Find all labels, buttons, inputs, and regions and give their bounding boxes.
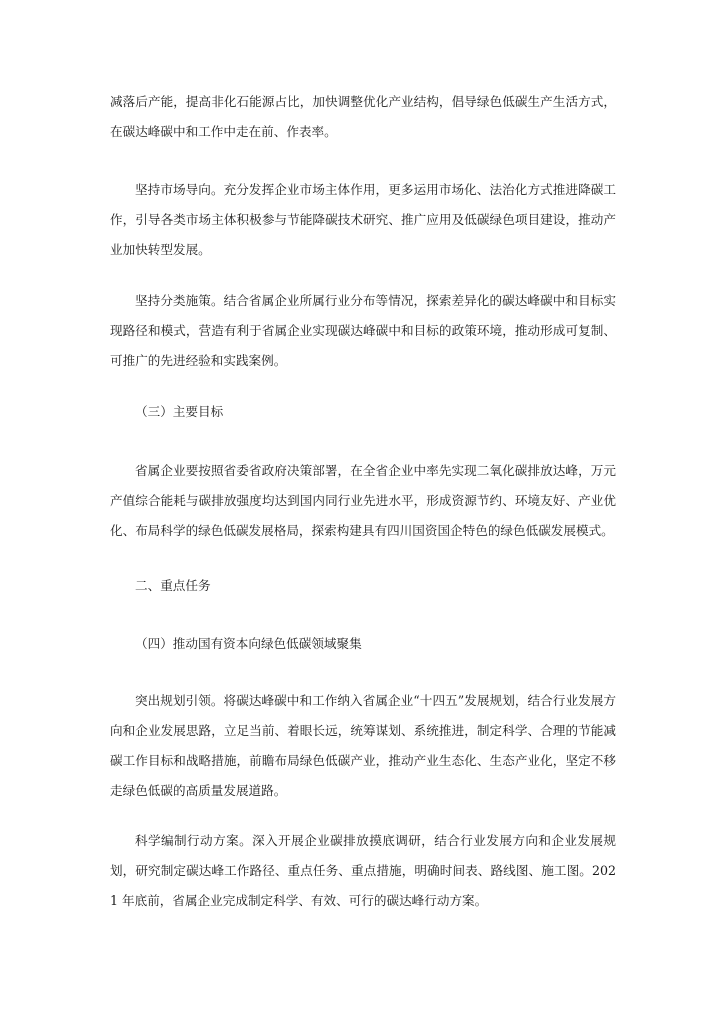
paragraph-main-goals: 省属企业要按照省委省政府决策部署，在全省企业中率先实现二氧化碳排放达峰，万元产值综合能耗与碳排放强度均达到国内同行业先进水平，形成资源节约、环境友好、产业优化、布局科学的绿色低碳发展格局，探索构建具有四川国资国企特色的绿色低碳发展模式。	[110, 463, 616, 538]
paragraph-action-plan: 科学编制行动方案。深入开展企业碳排放摸底调研，结合行业发展方向和企业发展规划，研究制定碳达峰工作路径、重点任务、重点措施，明确时间表、路线图、施工图。2021 年底前，省属企业完成制定科学、有效、可行的碳达峰行动方案。	[110, 833, 616, 908]
paragraph-market-orientation: 坚持市场导向。充分发挥企业市场主体作用，更多运用市场化、法治化方式推进降碳工作，引导各类市场主体积极参与节能降碳技术研究、推广应用及低碳绿色项目建设，推动产业加快转型发展。	[110, 182, 616, 257]
paragraph-classified-policy: 坚持分类施策。结合省属企业所属行业分布等情况，探索差异化的碳达峰碳中和目标实现路径和模式，营造有利于省属企业实现碳达峰碳中和目标的政策环境，推动形成可复制、可推广的先进经验和实践案例。	[110, 293, 616, 368]
paragraph-planning-guidance: 突出规划引领。将碳达峰碳中和工作纳入省属企业“十四五”发展规划，结合行业发展方向和企业发展思路，立足当前、着眼长远，统筹谋划、系统推进，制定科学、合理的节能减碳工作目标和战略措施，前瞻布局绿色低碳产业，推动产业生态化、生态产业化，坚定不移走绿色低碳的高质量发展道路。	[110, 693, 616, 798]
heading-key-tasks: 二、重点任务	[135, 578, 211, 593]
heading-state-capital: （四）推动国有资本向绿色低碳领域聚集	[135, 636, 362, 651]
paragraph-green-production: 减落后产能，提高非化石能源占比，加快调整优化产业结构，倡导绿色低碳生产生活方式，在碳达峰碳中和工作中走在前、作表率。	[110, 94, 616, 139]
heading-main-goals: （三）主要目标	[135, 404, 224, 419]
